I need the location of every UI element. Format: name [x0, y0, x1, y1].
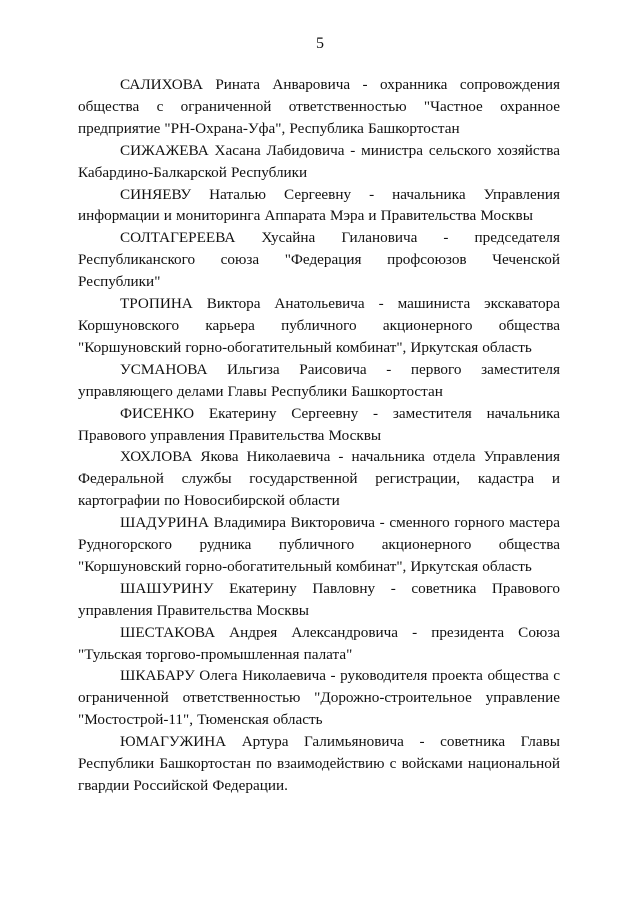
list-item: ТРОПИНА Виктора Анатольевича - машиниста экскаватора Коршуновского карьера публичного акционерного общества "Коршуновский горно-обогатительный комбинат", Иркутская область	[78, 295, 560, 356]
list-item: ШЕСТАКОВА Андрея Александровича - президента Союза "Тульская торгово-промышленная палата"	[78, 623, 560, 663]
list-item: ЮМАГУЖИНА Артура Галимьяновича - советника Главы Республики Башкортостан по взаимодействию с войсками национальной гвардии Российской Федерации.	[78, 733, 560, 794]
award-list	[78, 74, 560, 797]
list-item: ФИСЕНКО Екатерину Сергеевну - заместителя начальника Правового управления Правительства Москвы	[78, 404, 560, 444]
page-number: 5	[316, 35, 324, 52]
list-item: САЛИХОВА Рината Анваровича - охранника сопровождения общества с ограниченной ответственностью "Частное охранное предприятие "РН-Охрана-Уфа", Республика Башкортостан	[78, 76, 560, 137]
list-item: ШКАБАРУ Олега Николаевича - руководителя проекта общества с ограниченной ответственностью "Дорожно-строительное управление "Мостострой-11", Тюменская область	[78, 667, 560, 729]
list-item: УСМАНОВА Ильгиза Раисовича - первого заместителя управляющего делами Главы Республики Башкортостан	[78, 360, 560, 400]
list-item: СОЛТАГЕРЕЕВА Хусайна Гилановича - председателя Республиканского союза "Федерация профсоюзов Чеченской Республики"	[78, 229, 560, 291]
list-item: ШАДУРИНА Владимира Викторовича - сменного горного мастера Рудногорского рудника публичного акционерного общества "Коршуновский горно-обогатительный комбинат", Иркутская область	[78, 514, 560, 575]
list-item: ХОХЛОВА Якова Николаевича - начальника отдела Управления Федеральной службы государственной регистрации, кадастра и картографии по Новосибирской области	[78, 448, 560, 510]
list-item: СИНЯЕВУ Наталью Сергеевну - начальника Управления информации и мониторинга Аппарата Мэра и Правительства Москвы	[78, 185, 560, 225]
list-item: СИЖАЖЕВА Хасана Лабидовича - министра сельского хозяйства Кабардино-Балкарской Республики	[78, 141, 560, 181]
list-item: ШАШУРИНУ Екатерину Павловну - советника Правового управления Правительства Москвы	[78, 579, 560, 619]
